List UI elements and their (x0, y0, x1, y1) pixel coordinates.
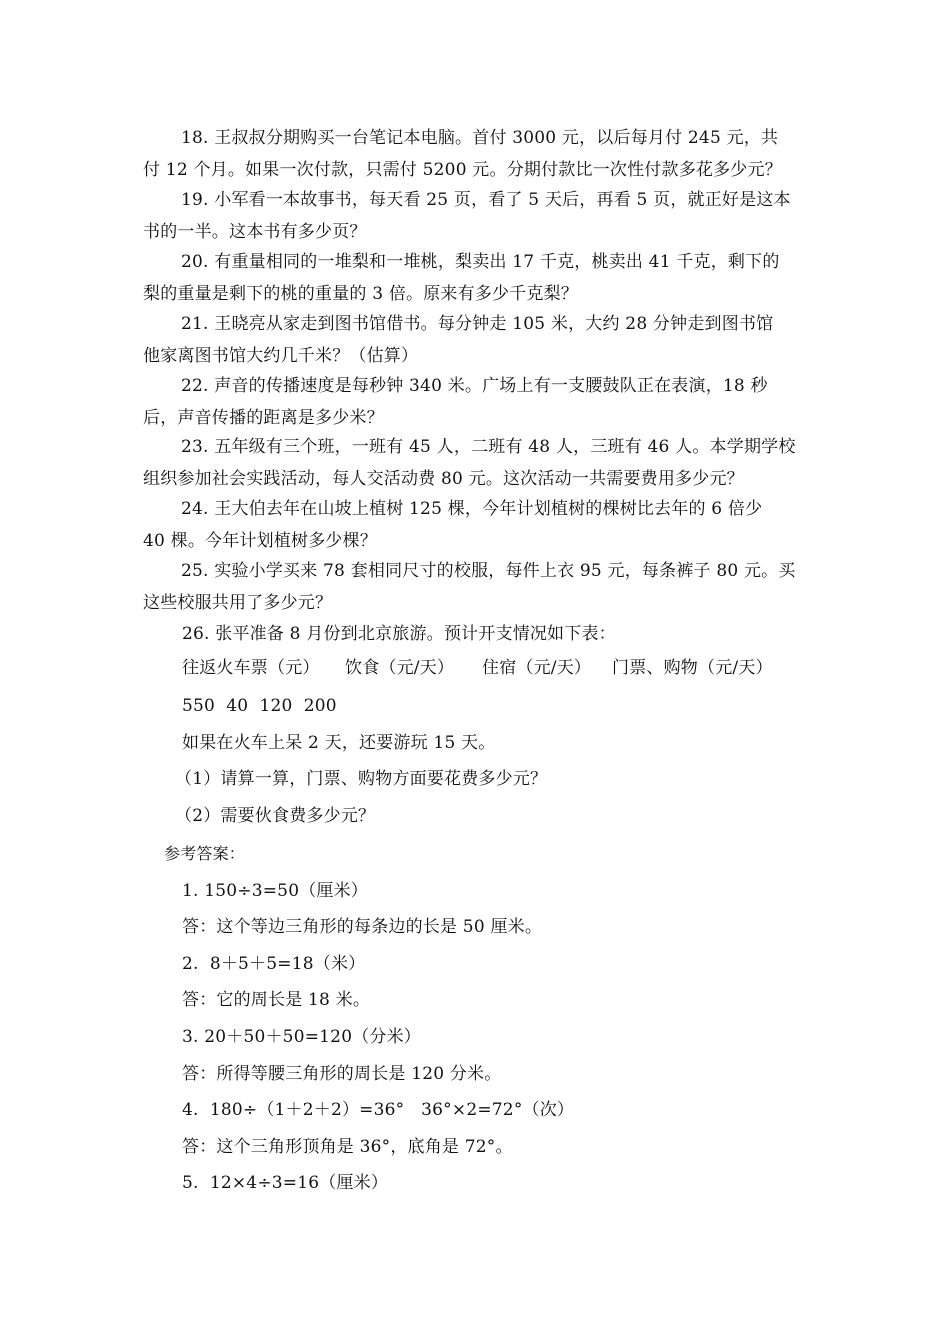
question-text-line1: 19. 小军看一本故事书，每天看 25 页，看了 5 天后，再看 5 页，就正好是这本 (181, 190, 791, 210)
answer-line: 答：这个三角形顶角是 36°，底角是 72°。 (182, 1137, 513, 1157)
question-24 (143, 493, 811, 557)
question-text-line2: 书的一半。这本书有多少页？ (143, 222, 367, 242)
question-text-line2: 这些校服共用了多少元？ (143, 593, 333, 613)
question-text-line1: 20. 有重量相同的一堆梨和一堆桃，梨卖出 17 千克，桃卖出 41 千克，剩下的 (181, 252, 780, 272)
question-21 (143, 308, 811, 372)
header-train-ticket: 往返火车票（元） (182, 658, 320, 678)
question-20 (143, 246, 811, 310)
question-text-line2: 梨的重量是剩下的桃的重量的 3 倍。原来有多少千克梨？ (143, 284, 579, 304)
answer-line: 答：所得等腰三角形的周长是 120 分米。 (182, 1064, 502, 1084)
answer-line: 答：这个等边三角形的每条边的长是 50 厘米。 (182, 917, 543, 937)
question-text-line1: 18. 王叔叔分期购买一台笔记本电脑。首付 3000 元，以后每月付 245 元，共 (181, 128, 779, 148)
question-text-line1: 25. 实验小学买来 78 套相同尺寸的校服，每件上衣 95 元，每条裤子 80 元。买 (181, 561, 796, 581)
answers-heading: 参考答案： (164, 844, 246, 863)
header-lodging: 住宿（元/天） (482, 658, 592, 678)
expense-table-header (182, 656, 773, 680)
question-text-line2: 后，声音传播的距离是多少米？ (143, 408, 384, 428)
question-26-title: 26. 张平准备 8 月份到北京旅游。预计开支情况如下表： (182, 624, 616, 644)
question-text-line2: 组织参加社会实践活动，每人交活动费 80 元。这次活动一共需要费用多少元？ (143, 469, 744, 489)
answer-line: 3. 20＋50＋50=120（分米） (182, 1027, 422, 1047)
question-text-line1: 21. 王晓亮从家走到图书馆借书。每分钟走 105 米，大约 28 分钟走到图书馆 (181, 314, 774, 334)
question-23 (143, 431, 811, 495)
question-19 (143, 184, 811, 248)
question-text-line2: 他家离图书馆大约几千米？（估算） (143, 346, 419, 366)
question-text-line1: 24. 王大伯去年在山坡上植树 125 棵，今年计划植树的棵树比去年的 6 倍少 (181, 499, 763, 519)
question-text-line1: 23. 五年级有三个班，一班有 45 人，二班有 48 人，三班有 46 人。本学期学校 (181, 437, 796, 457)
question-25 (143, 555, 811, 619)
question-18 (143, 122, 811, 186)
header-food: 饮食（元/天） (345, 658, 455, 678)
answer-line: 2. 8＋5＋5=18（米） (182, 954, 366, 974)
header-tickets-shopping: 门票、购物（元/天） (612, 658, 773, 678)
question-26-note: 如果在火车上呆 2 天，还要游玩 15 天。 (182, 733, 496, 753)
answer-line: 5. 12×4÷3=16（厘米） (182, 1173, 389, 1193)
question-text-line1: 22. 声音的传播速度是每秒钟 340 米。广场上有一支腰鼓队正在表演，18 秒 (181, 376, 768, 396)
answer-line: 答：它的周长是 18 米。 (182, 990, 371, 1010)
question-26-sub2: （2）需要伙食费多少元？ (175, 806, 376, 826)
expense-table-values: 550 40 120 200 (182, 696, 337, 716)
question-26-sub1: （1）请算一算，门票、购物方面要花费多少元？ (175, 769, 548, 789)
question-text-line2: 40 棵。今年计划植树多少棵？ (143, 531, 378, 551)
answer-line: 4. 180÷（1＋2＋2）=36° 36°×2=72°（次） (182, 1100, 575, 1120)
question-text-line2: 付 12 个月。如果一次付款，只需付 5200 元。分期付款比一次性付款多花多少元？ (143, 160, 782, 180)
question-22 (143, 370, 811, 434)
answer-line: 1. 150÷3=50（厘米） (182, 881, 369, 901)
